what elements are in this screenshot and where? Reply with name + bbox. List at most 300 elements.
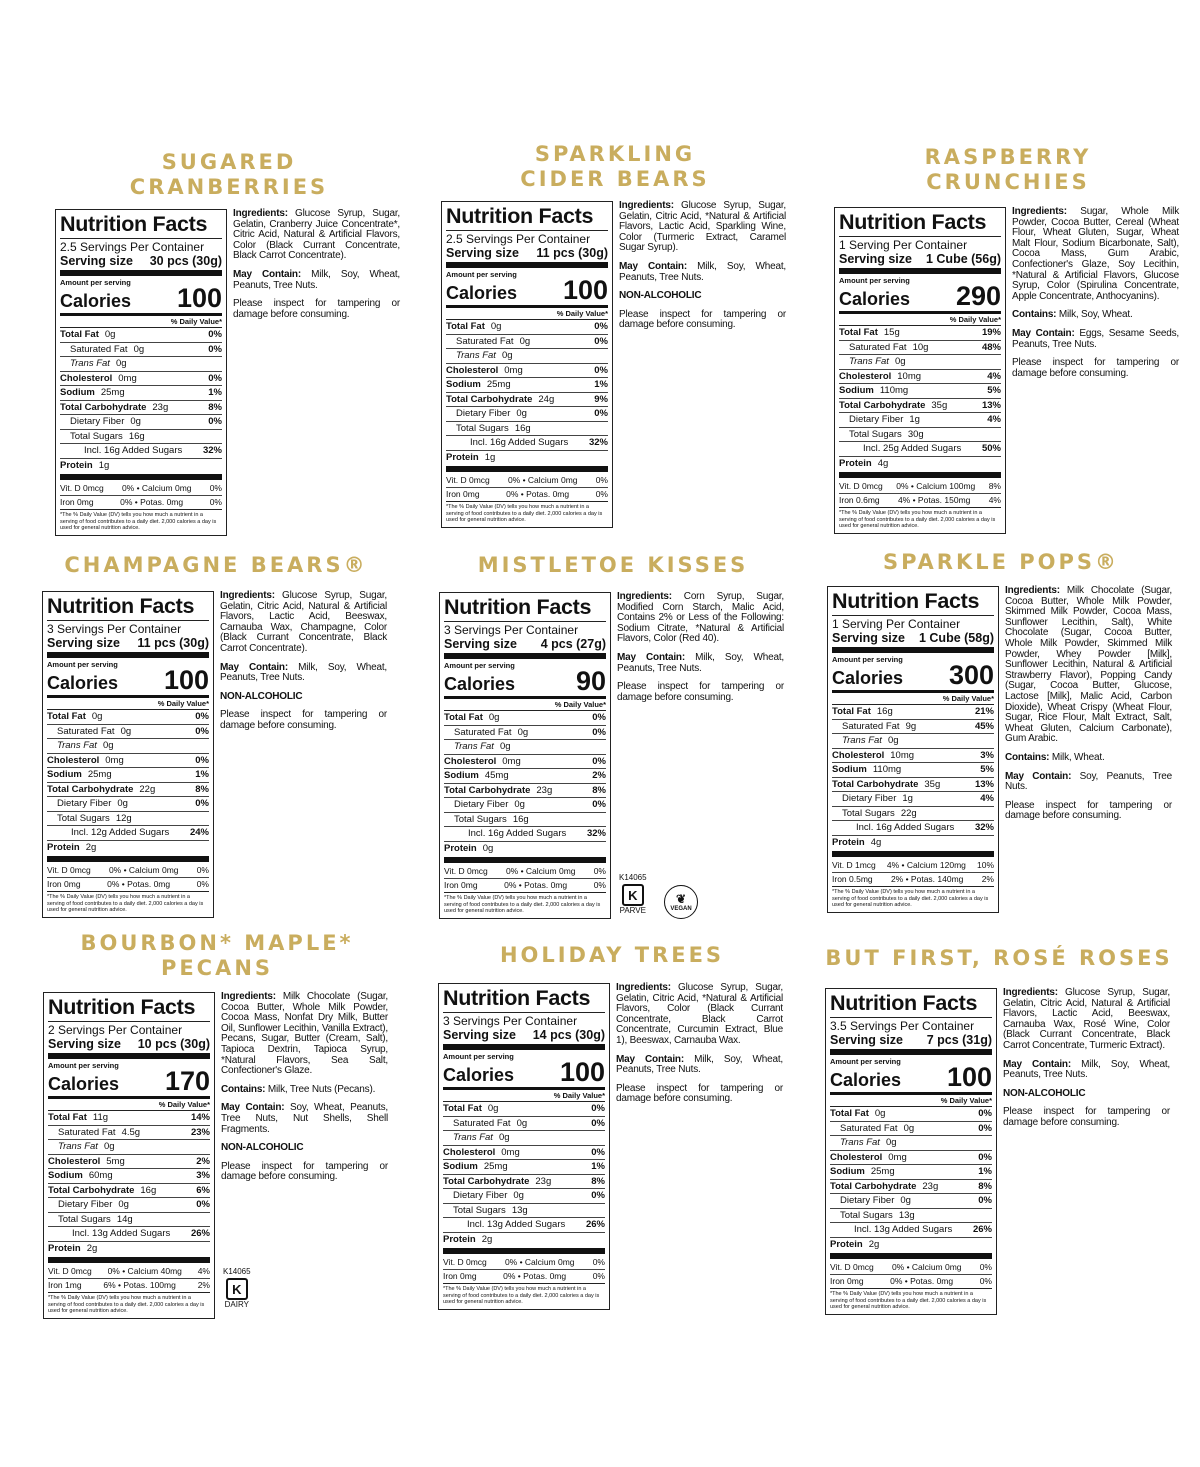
dietary-fiber-row-pct: 0% [592,799,606,810]
cholesterol-row-amount: 0mg [502,755,521,767]
dietary-fiber-row-amount: 1g [902,793,913,804]
product-title-line: CHAMPAGNE BEARS® [64,553,368,577]
vitamin-row [443,1270,605,1284]
total-sugars-row [48,1213,210,1228]
calories-value: 90 [575,666,606,696]
vitamin-cell: Vit. D 0mcg [839,481,883,491]
cholesterol-row-pct: 0% [208,372,222,384]
vitamin-cell: 0% • Potas. 0mg [120,497,184,507]
thick-divider [444,653,606,659]
medium-divider [443,1087,605,1090]
may-contain-paragraph [616,1055,783,1076]
dietary-fiber-row-amount: 0g [117,798,128,809]
protein-amount: 2g [85,841,97,853]
may-contain-label: May Contain: [1003,1058,1071,1070]
vegan-label: VEGAN [670,906,692,912]
trans-fat-row-label: Trans Fat [57,740,97,751]
vitamin-row [60,496,222,510]
ingredients-label: Ingredients: [220,590,275,601]
cholesterol-row-pct: 0% [594,364,608,376]
daily-value-footnote: *The % Daily Value (DV) tells you how much a nutrient in a serving of food contributes to a daily diet. 2,000 calories a day is used for general nutrition advice. [444,895,601,914]
dietary-fiber-row-left [840,1194,911,1208]
total-sugars-row-left [842,807,917,821]
sodium-row-label: Sodium [832,764,867,775]
nutrition-facts-heading: Nutrition Facts [443,986,591,1010]
saturated-fat-row-pct: 0% [978,1122,992,1134]
total-sugars-row-left [57,812,132,826]
trans-fat-row [60,357,222,372]
protein-label: Protein [830,1238,863,1250]
total-carbohydrate-row-left [832,778,940,792]
product-title-line: SUGARED [161,150,297,174]
total-carbohydrate-row [48,1184,210,1199]
protein-row [47,841,209,855]
nutrition-facts-label [439,592,611,919]
serving-size-label: Serving size [60,254,133,268]
vitamin-cell: 4% [988,495,1001,505]
protein-row [444,842,606,856]
total-fat-row-label: Total Fat [60,329,99,340]
total-sugars-row-amount: 16g [514,422,531,434]
total-carbohydrate-row [832,778,994,793]
serving-size-value: 1 Cube (56g) [925,252,1001,266]
total-carbohydrate-row-amount: 23g [535,1175,552,1187]
dietary-fiber-row-pct: 0% [978,1195,992,1206]
saturated-fat-row-left [849,341,928,355]
vitamin-cell: 0% [595,475,608,485]
serving-size-row [830,1033,992,1047]
amount-per-serving: Amount per serving [839,276,910,285]
medium-divider [60,313,222,316]
cholesterol-row-left [839,370,921,384]
ingredients-block [1003,988,1170,1137]
saturated-fat-row-left [842,720,916,734]
vitamin-cell: 0% • Calcium 0mg [891,1262,962,1272]
total-sugars-row-amount: 16g [128,430,145,442]
total-sugars-row [60,430,222,445]
sodium-row-amount: 25mg [87,769,112,780]
vitamin-cell: 0% • Calcium 40mg [107,1266,182,1276]
calories-row [443,1057,605,1087]
saturated-fat-row [830,1122,992,1137]
vitamin-cell: Iron 0.5mg [832,874,873,884]
daily-value-footnote: *The % Daily Value (DV) tells you how much a nutrient in a serving of food contributes to a daily diet. 2,000 calories a day is used for general nutrition advice. [443,1286,600,1305]
total-carbohydrate-row-label: Total Carbohydrate [444,784,531,796]
total-fat-row-left [832,705,893,719]
trans-fat-row-amount: 0g [102,740,114,751]
total-fat-row [60,328,222,343]
ingredients-label: Ingredients: [1012,206,1067,217]
sodium-row-pct: 3% [196,1170,210,1181]
product-title [439,553,787,578]
product-title-line: BUT FIRST, ROSÉ ROSES [825,946,1173,970]
contains-text: Milk, Wheat. [1051,751,1105,763]
daily-value-footnote: *The % Daily Value (DV) tells you how much a nutrient in a serving of food contributes to a daily diet. 2,000 calories a day is used for general nutrition advice. [47,894,204,913]
cholesterol-row-left [832,749,914,763]
sodium-row [60,386,222,401]
vitamin-cell: Iron 0mg [60,497,94,507]
protein-amount: 2g [868,1238,880,1250]
dietary-fiber-row-label: Dietary Fiber [456,408,511,419]
dietary-fiber-row-amount: 0g [130,416,141,427]
total-fat-row-amount: 16g [876,706,893,717]
serving-size-row [47,636,209,650]
sodium-row-label: Sodium [444,770,479,781]
total-carbohydrate-row-left [839,399,947,413]
dietary-fiber-row [830,1194,992,1209]
may-contain-text: Milk, Soy, Wheat, Peanuts, Tree Nuts. [617,651,784,674]
thick-divider [832,647,994,653]
saturated-fat-row [47,725,209,740]
calories-row [48,1066,210,1096]
sodium-row-left [830,1165,895,1179]
total-sugars-row-amount: 22g [900,807,917,819]
total-carbohydrate-row-pct: 13% [981,399,1001,411]
total-fat-row-label: Total Fat [444,712,483,723]
dietary-fiber-row-pct: 0% [591,1190,605,1201]
cholesterol-row [47,754,209,769]
product-title-line: CIDER BEARS [520,167,710,191]
vitamin-cell: Vit. D 1mcg [832,860,876,870]
cholesterol-row [443,1146,605,1161]
ingredients-label: Ingredients: [1003,987,1058,998]
may-contain-label: May Contain: [616,1053,684,1065]
dietary-fiber-row-label: Dietary Fiber [454,799,509,810]
protein-left [832,836,881,850]
thick-divider [830,1049,992,1055]
ingredients-text: Milk Chocolate (Sugar, Cocoa Butter, Whole Milk Powder, Cocoa Mass, Nonfat Dry Milk, Butter Oil, Sunflower Lecithin, Vanilla Extract), Pecans, Sugar, Butter (Cream, Salt), Tapioca Dextrin, Tapioca Syrup, *Natural Flavors, Sea Salt, Confectioner's Glaze. [221,991,388,1077]
total-carbohydrate-row-pct: 8% [591,1175,605,1187]
kosher-code: K14065 [223,1267,251,1276]
total-sugars-row-left [454,813,529,827]
protein-amount: 4g [870,836,882,848]
dietary-fiber-row-pct: 0% [594,408,608,419]
daily-value-footnote: *The % Daily Value (DV) tells you how much a nutrient in a serving of food contributes to a daily diet. 2,000 calories a day is used for general nutrition advice. [830,1291,987,1310]
vitamin-cell: 0% [595,489,608,499]
ingredients-label: Ingredients: [1005,585,1060,596]
thick-divider [839,268,1001,274]
total-fat-row-left [446,320,501,334]
sodium-row-label: Sodium [839,385,874,396]
sodium-row-label: Sodium [830,1166,865,1177]
total-fat-row-pct: 21% [974,706,994,717]
calories-value: 290 [955,281,1001,311]
total-sugars-row-amount: 14g [116,1213,133,1225]
protein-left [446,451,495,465]
vitamin-cell: 0% [593,866,606,876]
added-sugars-row [60,444,222,459]
sodium-row-left [47,768,112,782]
sodium-row [832,763,994,778]
sodium-row-label: Sodium [446,379,481,390]
dietary-fiber-row-left [454,798,525,812]
cholesterol-row-label: Cholesterol [832,749,885,761]
daily-value-header: % Daily Value* [60,317,222,328]
ingredients-paragraph [221,992,388,1077]
serving-size-value: 11 pcs (30g) [137,636,209,650]
saturated-fat-row-left [57,725,131,739]
thick-divider [839,472,1001,478]
cholesterol-row-label: Cholesterol [60,372,113,384]
dietary-fiber-row-label: Dietary Fiber [70,416,125,427]
sodium-row-amount: 45mg [484,770,509,781]
contains-paragraph [1012,310,1179,321]
daily-value-header: % Daily Value* [830,1096,992,1107]
dietary-fiber-row-pct: 0% [195,798,209,809]
dietary-fiber-row [832,792,994,807]
saturated-fat-row-pct: 0% [594,335,608,347]
serving-size-row [443,1028,605,1042]
total-carbohydrate-row [60,401,222,416]
total-carbohydrate-row-pct: 8% [978,1180,992,1192]
total-carbohydrate-row-amount: 23g [922,1180,939,1192]
total-carbohydrate-row-label: Total Carbohydrate [48,1184,135,1196]
saturated-fat-row-pct: 0% [195,725,209,737]
vitamin-row [446,474,608,488]
added-sugars-pct: 50% [981,443,1001,454]
saturated-fat-row [832,720,994,735]
total-sugars-row [839,428,1001,443]
thick-divider [48,1053,210,1059]
vitamin-cell: 0% • Potas. 0mg [107,879,171,889]
cholesterol-row-amount: 0mg [504,364,523,376]
calories-label: Calories [830,1070,902,1090]
nutrition-facts-label [827,586,999,913]
cholesterol-row-amount: 0mg [105,754,124,766]
saturated-fat-row-amount: 0g [517,726,529,738]
total-carbohydrate-row-label: Total Carbohydrate [47,783,134,795]
thick-divider [60,474,222,480]
ingredients-block [619,201,786,339]
total-fat-row-label: Total Fat [832,706,871,717]
total-fat-row-pct: 0% [978,1108,992,1119]
thick-divider [832,851,994,857]
may-contain-text: Milk, Soy, Wheat, Peanuts, Tree Nuts. [1003,1058,1170,1081]
cholesterol-row-pct: 2% [196,1155,210,1167]
product-title-line: SPARKLING [534,142,696,166]
medium-divider [48,1096,210,1099]
saturated-fat-row-amount: 0g [903,1122,915,1134]
serving-size-label: Serving size [48,1037,121,1051]
serving-size-row [60,254,222,268]
added-sugars-row [839,442,1001,457]
vitamin-cell: Vit. D 0mcg [47,865,91,875]
serving-size-row [446,246,608,260]
total-carbohydrate-row-left [444,784,552,798]
trans-fat-row-left [454,740,511,754]
cholesterol-row-left [830,1151,907,1165]
saturated-fat-row-amount: 0g [133,343,145,355]
cholesterol-row-left [446,364,523,378]
product-title [43,931,391,981]
may-contain-text: Eggs, Sesame Seeds, Peanuts, Tree Nuts. [1012,327,1179,350]
total-fat-row-label: Total Fat [48,1112,87,1123]
protein-amount: 2g [86,1242,98,1254]
vitamin-cell: 8% [988,481,1001,491]
cholesterol-row-pct: 0% [591,1146,605,1158]
protein-amount: 1g [98,459,110,471]
total-carbohydrate-row-pct: 13% [974,778,994,790]
dietary-fiber-row-amount: 0g [118,1199,129,1210]
amount-per-serving: Amount per serving [47,660,118,669]
dietary-fiber-row-pct: 4% [987,414,1001,425]
thick-divider [444,857,606,863]
tamper-note: Please inspect for tampering or damage before consuming. [616,1082,783,1105]
calories-value: 100 [176,283,222,313]
ingredients-paragraph [1012,207,1179,302]
total-carbohydrate-row-label: Total Carbohydrate [839,399,926,411]
vitamin-cell: Iron 0mg [443,1271,477,1281]
serving-size-label: Serving size [444,637,517,651]
added-sugars-row [48,1227,210,1242]
saturated-fat-row-label: Saturated Fat [849,341,907,353]
dietary-fiber-row-left [456,407,527,421]
total-fat-row-label: Total Fat [47,711,86,722]
dietary-fiber-row-left [453,1189,524,1203]
total-sugars-row-label: Total Sugars [454,813,507,825]
calories-value: 170 [164,1066,210,1096]
tamper-note: Please inspect for tampering or damage before consuming. [1003,1106,1170,1128]
daily-value-header: % Daily Value* [832,694,994,705]
protein-row [60,459,222,473]
vitamin-cell: 2% [197,1280,210,1290]
ingredients-paragraph [220,591,387,655]
protein-label: Protein [443,1233,476,1245]
contains-paragraph [1005,753,1172,764]
cholesterol-row-pct: 3% [980,749,994,761]
ingredients-text: Glucose Syrup, Sugar, Gelatin, Citric Acid, Natural & Artificial Flavors, Lactic Acid, Beeswax, Carnauba Wax, Rosé Wine, Color (Black Currant Concentrate, Black Carrot Concentrate, Turmeric Extract). [1003,987,1170,1051]
kosher-k-icon: K [226,1278,248,1300]
cholesterol-row-label: Cholesterol [446,364,499,376]
thick-divider [47,652,209,658]
medium-divider [839,311,1001,314]
sodium-row-pct: 1% [208,387,222,398]
daily-value-header: % Daily Value* [839,315,1001,326]
ingredients-paragraph [616,983,783,1047]
saturated-fat-row-amount: 0g [120,725,132,737]
amount-per-serving: Amount per serving [443,1052,514,1061]
vitamin-cell: 4% [197,1266,210,1276]
kosher-mark [223,1267,251,1309]
total-carbohydrate-row-label: Total Carbohydrate [832,778,919,790]
calories-value: 100 [946,1062,992,1092]
sodium-row-pct: 1% [978,1166,992,1177]
serving-size-label: Serving size [446,246,519,260]
trans-fat-row [443,1131,605,1146]
trans-fat-row [444,740,606,755]
vitamin-cell: 0% [209,483,222,493]
saturated-fat-row-left [70,343,144,357]
total-sugars-row-left [840,1209,915,1223]
vegan-mark [664,885,698,919]
protein-label: Protein [48,1242,81,1254]
ingredients-block [616,983,783,1113]
cholesterol-row-left [47,754,124,768]
total-fat-row-left [60,328,115,342]
protein-amount: 0g [482,842,494,854]
serving-size-row [832,631,994,645]
ingredients-text: Sugar, Whole Milk Powder, Cocoa Butter, Cereal (Wheat Flour, Wheat Gluten, Sugar, Wheat Malt Flour, Sodium Bicarbonate, Salt), Cocoa Mass, Gum Arabic, Confectioner's Glaze, Soy Lecithin, *Natural & Artificial Flavors, Glucose Syrup, Color (Spirulina Concentrate, Apple Concentrate, Anthocyanins). [1012,206,1179,302]
cholesterol-row [48,1155,210,1170]
protein-left [830,1238,879,1252]
serving-size-value: 4 pcs (27g) [540,637,606,651]
total-carbohydrate-row-pct: 8% [592,784,606,796]
vitamin-cell: Iron 0.6mg [839,495,880,505]
trans-fat-row-amount: 0g [498,1132,510,1143]
trans-fat-row [47,739,209,754]
contains-label: Contains: [1012,309,1057,321]
protein-row [830,1238,992,1252]
vitamin-row [47,864,209,878]
dietary-fiber-row [446,407,608,422]
calories-row [839,281,1001,311]
trans-fat-row [446,349,608,364]
saturated-fat-row-pct: 0% [592,726,606,738]
vitamin-cell: 4% • Calcium 120mg [886,860,966,870]
trans-fat-row-amount: 0g [887,735,899,746]
servings-per-container: 3 Servings Per Container [47,620,209,636]
may-contain-text: Milk, Soy, Wheat, Peanuts, Tree Nuts. [616,1053,783,1076]
total-fat-row-amount: 0g [490,321,502,332]
total-fat-row-pct: 0% [195,711,209,722]
dietary-fiber-row-left [58,1198,129,1212]
vitamin-cell: 0% [209,497,222,507]
kosher-k-icon: K [622,884,644,906]
total-carbohydrate-row [47,783,209,798]
trans-fat-row-label: Trans Fat [453,1132,493,1143]
product-title-line: SPARKLE POPS® [882,550,1120,574]
total-fat-row-label: Total Fat [830,1108,869,1119]
contains-label: Contains: [1005,751,1050,763]
vitamin-cell: Vit. D 0mcg [443,1257,487,1267]
tamper-note: Please inspect for tampering or damage before consuming. [617,681,784,703]
ingredients-text: Milk Chocolate (Sugar, Cocoa Butter, Whole Milk Powder, Skimmed Milk Powder, Cocoa Mass, Sunflower Lecithin, Salt), White Chocolate (Sugar, Cocoa Butter, Whole Milk Powder, Skimmed Milk Powder, Whey Powder [Milk], Sunflower Lecithin, Natural & Artificial Strawberry Flavor), Popping Candy (Sugar, Cocoa Butter, Glucose, Lactose [Milk], Malic Acid, Carbon Dioxide), Wheat Crispy (Wheat Flour, Sugar, Rice Flour, Malt Extract, Salt, Wheat Gluten, Calcium Carbonate), Gum Arabic. [1005,585,1172,745]
vitamin-cell: Iron 0mg [446,489,480,499]
ingredients-label: Ingredients: [616,982,671,993]
total-carbohydrate-row-pct: 9% [594,393,608,405]
total-sugars-row-label: Total Sugars [456,422,509,434]
saturated-fat-row [446,335,608,350]
dietary-fiber-row-left [849,413,920,427]
total-fat-row-left [443,1102,498,1116]
cholesterol-row [444,755,606,770]
total-carbohydrate-row-left [47,783,155,797]
trans-fat-row-label: Trans Fat [58,1141,98,1152]
product-title [827,550,1175,575]
ingredients-label: Ingredients: [221,991,276,1002]
trans-fat-row-left [57,739,114,753]
may-contain-label: May Contain: [220,661,288,673]
nutrition-facts-heading: Nutrition Facts [48,995,196,1019]
trans-fat-row-label: Trans Fat [456,350,496,361]
total-fat-row [830,1107,992,1122]
total-sugars-row-left [58,1213,133,1227]
cholesterol-row [60,372,222,387]
vitamin-cell: 0% • Potas. 0mg [890,1276,954,1286]
vitamin-row [830,1261,992,1275]
total-carbohydrate-row-amount: 22g [139,783,156,795]
total-sugars-row-amount: 13g [898,1209,915,1221]
calories-label: Calories [60,291,132,311]
may-contain-label: May Contain: [1005,770,1072,782]
added-sugars-pct: 32% [586,828,606,839]
sodium-row [443,1160,605,1175]
total-sugars-row-label: Total Sugars [58,1213,111,1225]
ingredients-block [1012,207,1179,387]
total-fat-row-pct: 0% [592,712,606,723]
sodium-row [839,384,1001,399]
added-sugars-label: Incl. 13g Added Sugars [854,1224,953,1235]
